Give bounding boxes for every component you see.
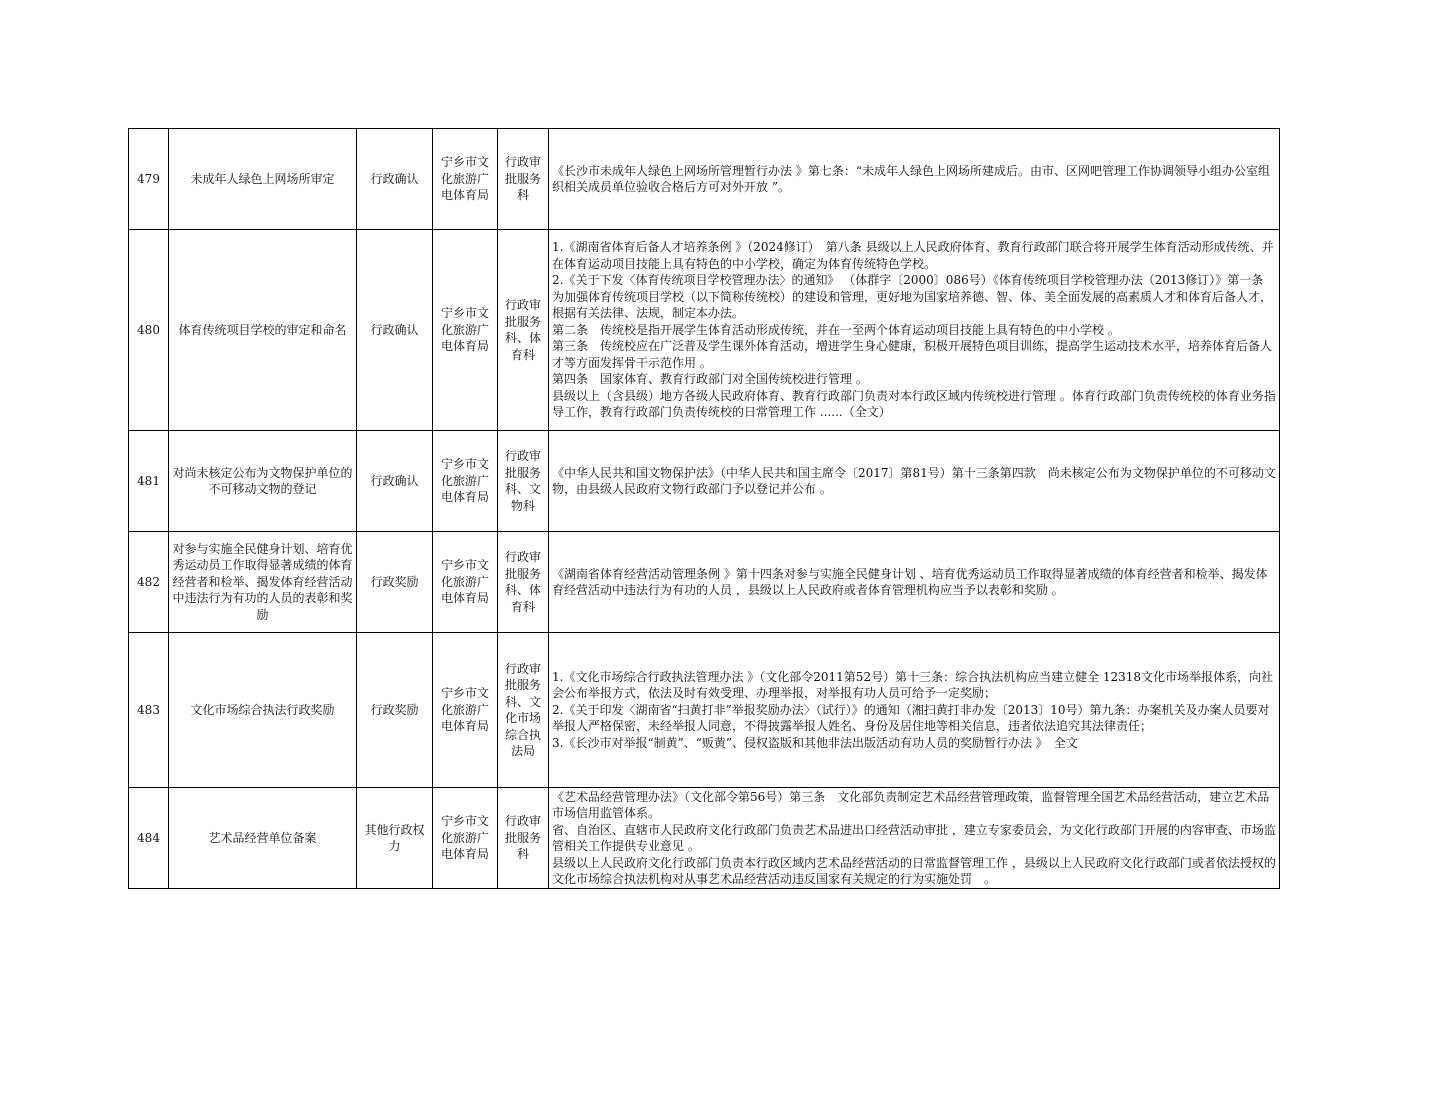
legal-basis-line: 县级以上（含县级）地方各级人民政府体育、教育行政部门负责对本行政区域内传统校进行管理 。体育行政部门负责传统校的体育业务指导工作，教育行政部门负责传统校的日常管理工作 ......（全文） bbox=[552, 388, 1276, 420]
legal-basis-line: 县级以上人民政府文化行政部门负责本行政区域内艺术品经营活动的日常监督管理工作 ，县级以上人民政府文化行政部门或者依法授权的文化市场综合执法机构对从事艺术品经营活动违反国家有关规定的行为实施处罚 。 bbox=[552, 855, 1276, 886]
item-name: 对参与实施全民健身计划、培育优秀运动员工作取得显著成绩的体育经营者和检举、揭发体育经营活动中违法行为有功的人员的表彰和奖励 bbox=[169, 532, 357, 633]
responsible-department: 行政审批服务科、文物科 bbox=[498, 431, 549, 532]
legal-basis-line: 第二条 传统校是指开展学生体育活动形成传统，并在一至两个体育运动项目技能上具有特色的中小学校 。 bbox=[552, 322, 1120, 337]
item-name: 体育传统项目学校的审定和命名 bbox=[169, 230, 357, 431]
legal-basis-line: 《艺术品经营管理办法》（文化部令第56号）第三条 文化部负责制定艺术品经营管理政策，监督管理全国艺术品经营活动，建立艺术品市场信用监管体系。 bbox=[552, 789, 1270, 820]
legal-basis-line: 省、自治区、直辖市人民政府文化行政部门负责艺术品进出口经营活动审批 ，建立专家委员会，为文化行政部门开展的内容审查、市场监管相关工作提供专业意见 。 bbox=[552, 822, 1276, 853]
row-number: 481 bbox=[129, 431, 169, 532]
legal-basis-line: 3.《长沙市对举报“制黄”、“贩黄”、侵权盗版和其他非法出版活动有功人员的奖励暂行办法 》 全文 bbox=[552, 735, 1078, 750]
implementing-agency: 宁乡市文化旅游广电体育局 bbox=[433, 129, 498, 230]
legal-basis bbox=[549, 788, 1280, 889]
legal-basis-line: 《中华人民共和国文物保护法》（中华人民共和国主席令〔2017〕第81号）第十三条第四款 尚未核定公布为文物保护单位的不可移动文物，由县级人民政府文物行政部门予以登记并公布 。 bbox=[552, 465, 1276, 496]
legal-basis bbox=[549, 230, 1280, 431]
legal-basis bbox=[549, 431, 1280, 532]
implementing-agency: 宁乡市文化旅游广电体育局 bbox=[433, 788, 498, 889]
implementing-agency: 宁乡市文化旅游广电体育局 bbox=[433, 532, 498, 633]
power-type: 行政确认 bbox=[357, 230, 433, 431]
responsible-department: 行政审批服务科 bbox=[498, 129, 549, 230]
table-row bbox=[129, 431, 1280, 532]
legal-basis bbox=[549, 532, 1280, 633]
table-row bbox=[129, 532, 1280, 633]
power-type: 行政奖励 bbox=[357, 633, 433, 788]
implementing-agency: 宁乡市文化旅游广电体育局 bbox=[433, 230, 498, 431]
item-name: 艺术品经营单位备案 bbox=[169, 788, 357, 889]
implementing-agency: 宁乡市文化旅游广电体育局 bbox=[433, 431, 498, 532]
legal-basis-line: 1.《湖南省体育后备人才培养条例 》（2024修订） 第八条 县级以上人民政府体育、教育行政部门联合将开展学生体育活动形成传统、并在体育运动项目技能上具有特色的中小学校，确定为体育传统特色学校。 bbox=[552, 240, 1274, 271]
item-name: 未成年人绿色上网场所审定 bbox=[169, 129, 357, 230]
row-number: 480 bbox=[129, 230, 169, 431]
legal-basis-line: 2.《关于印发〈湖南省“扫黄打非”举报奖励办法〉（试行）》的通知（湘扫黄打非办发〔2013〕10号）第九条：办案机关及办案人员要对举报人严格保密，未经举报人同意，不得披露举报人姓名、身份及居住地等相关信息，违者依法追究其法律责任； bbox=[552, 702, 1270, 734]
table-row bbox=[129, 788, 1280, 889]
power-type: 行政确认 bbox=[357, 129, 433, 230]
legal-basis bbox=[549, 633, 1280, 788]
table-row bbox=[129, 230, 1280, 431]
legal-basis-line: 《长沙市未成年人绿色上网场所管理暂行办法 》第七条：“未成年人绿色上网场所建成后。由市、区网吧管理工作协调领导小组办公室组织相关成员单位验收合格后方可对外开放 ”。 bbox=[552, 163, 1270, 194]
row-number: 479 bbox=[129, 129, 169, 230]
authority-list-table bbox=[128, 128, 1280, 889]
legal-basis bbox=[549, 129, 1280, 230]
responsible-department: 行政审批服务科、体育科 bbox=[498, 230, 549, 431]
legal-basis-line: 第三条 传统校应在广泛普及学生课外体育活动，增进学生身心健康，积极开展特色项目训练，提高学生运动技术水平，培养体育后备人才等方面发挥骨干示范作用 。 bbox=[552, 339, 1273, 370]
row-number: 483 bbox=[129, 633, 169, 788]
table-row bbox=[129, 129, 1280, 230]
responsible-department: 行政审批服务科 bbox=[498, 788, 549, 889]
responsible-department: 行政审批服务科、文化市场综合执法局 bbox=[498, 633, 549, 788]
legal-basis-line: 第四条 国家体育、教育行政部门对全国传统校进行管理 。 bbox=[552, 372, 868, 387]
item-name: 对尚未核定公布为文物保护单位的不可移动文物的登记 bbox=[169, 431, 357, 532]
legal-basis-line: 《湖南省体育经营活动管理条例 》第十四条对参与实施全民健身计划 、培育优秀运动员工作取得显著成绩的体育经营者和检举、揭发体育经营活动中违法行为有功的人员 ，县级以上人民政府或者体育管理机构应当予以表彰和奖励 。 bbox=[552, 566, 1268, 597]
table-row bbox=[129, 633, 1280, 788]
responsible-department: 行政审批服务科、体育科 bbox=[498, 532, 549, 633]
legal-basis-line: 2.《关于下发〈体育传统项目学校管理办法〉的通知》 （体群字〔2000〕086号）《体育传统项目学校管理办法（2013修订）》第一条 为加强体育传统项目学校（以下简称传统校）的建设和管理，更好地为国家培养德、智、体、美全面发展的高素质人才和体育后备人才，根据有关法律、法规，制定本办法。 bbox=[552, 273, 1276, 321]
implementing-agency: 宁乡市文化旅游广电体育局 bbox=[433, 633, 498, 788]
row-number: 482 bbox=[129, 532, 169, 633]
item-name: 文化市场综合执法行政奖励 bbox=[169, 633, 357, 788]
power-type: 其他行政权力 bbox=[357, 788, 433, 889]
row-number: 484 bbox=[129, 788, 169, 889]
power-type: 行政奖励 bbox=[357, 532, 433, 633]
power-type: 行政确认 bbox=[357, 431, 433, 532]
legal-basis-line: 1.《文化市场综合行政执法管理办法 》（文化部令2011第52号）第十三条：综合执法机构应当建立健全 12318文化市场举报体系，向社会公布举报方式，依法及时有效受理、办理举报，对举报有功人员可给予一定奖励； bbox=[552, 669, 1274, 701]
